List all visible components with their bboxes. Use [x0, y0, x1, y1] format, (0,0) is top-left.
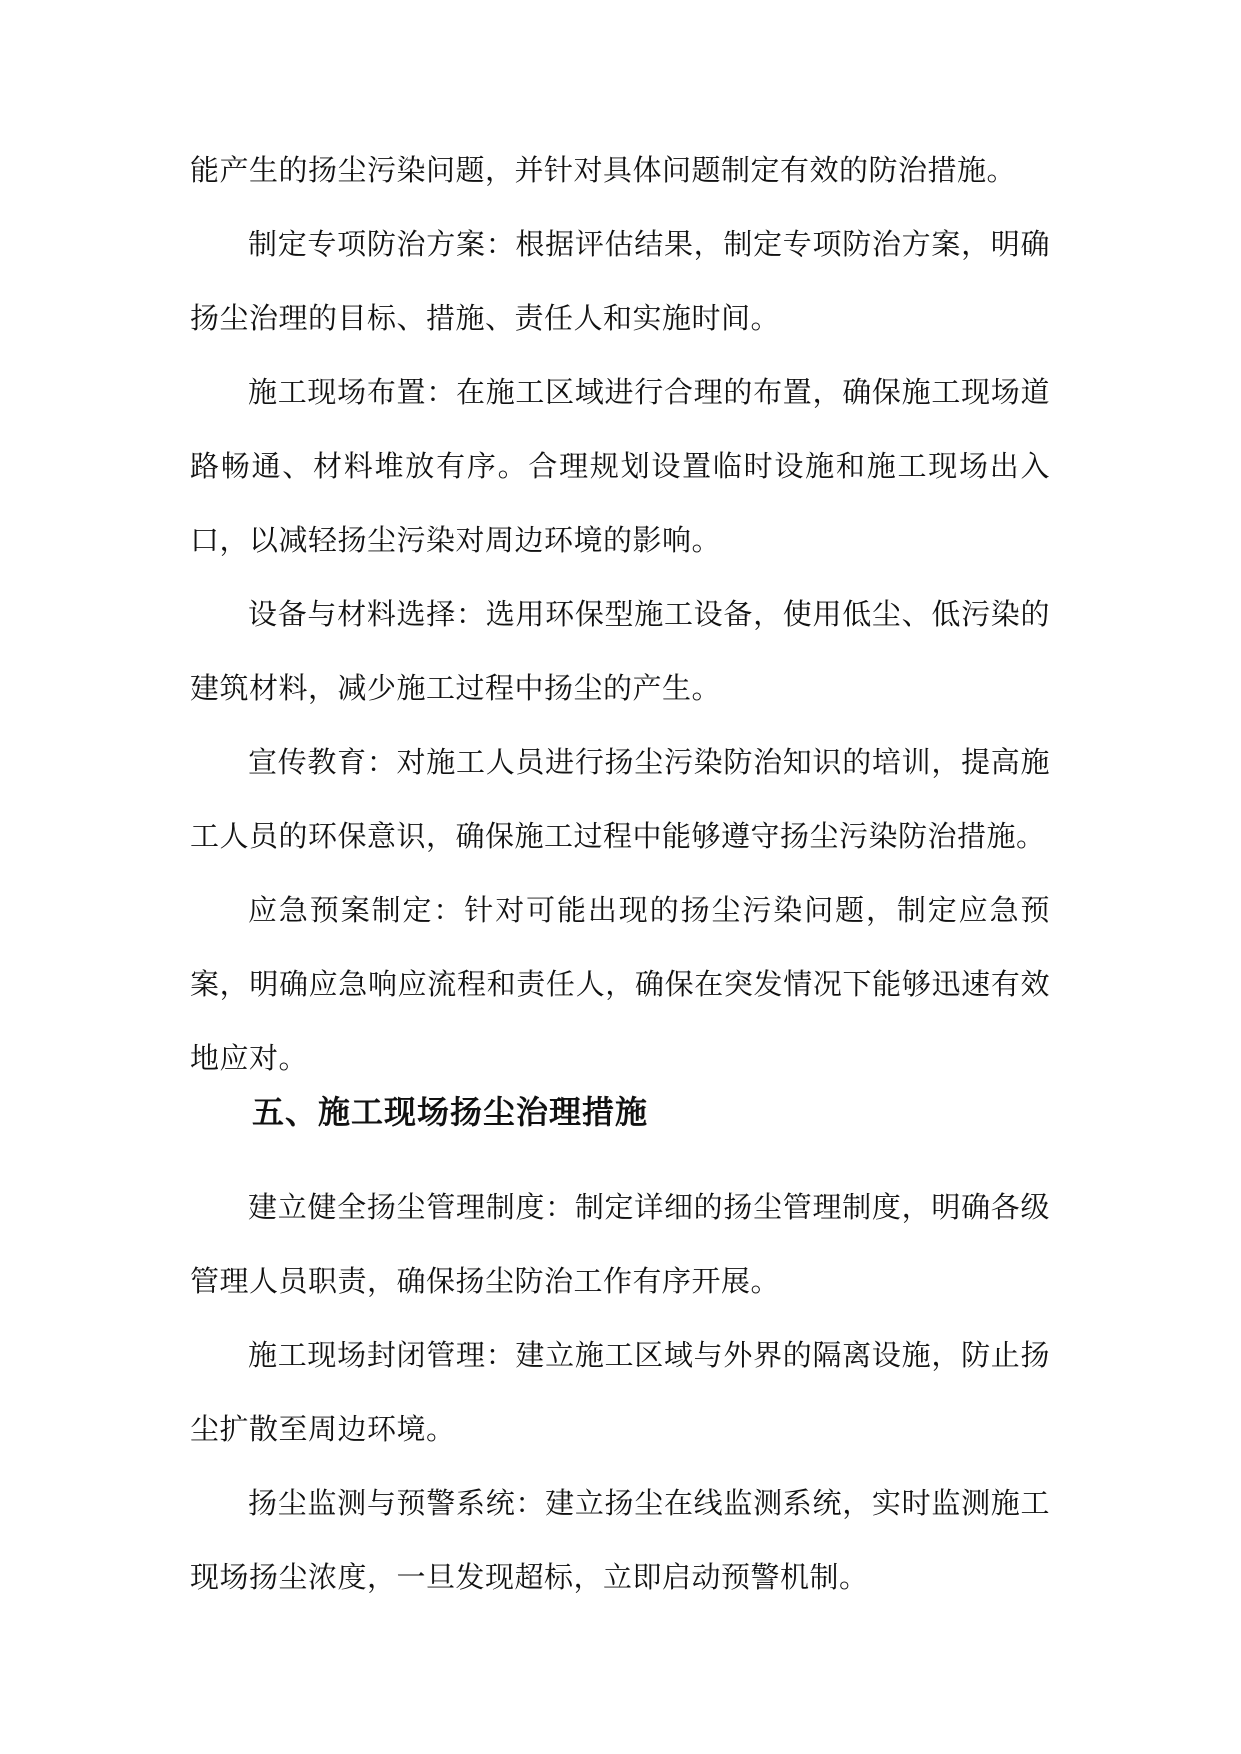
paragraph-management-system: 建立健全扬尘管理制度：制定详细的扬尘管理制度，明确各级管理人员职责，确保扬尘防治工作有序开展。 [190, 1190, 1050, 1298]
paragraph-emergency-plan: 应急预案制定：针对可能出现的扬尘污染问题，制定应急预案，明确应急响应流程和责任人，确保在突发情况下能够迅速有效地应对。 [190, 893, 1050, 1075]
section-heading: 五、施工现场扬尘治理措施 [252, 1093, 649, 1131]
paragraph-special-plan: 制定专项防治方案：根据评估结果，制定专项防治方案，明确扬尘治理的目标、措施、责任人和实施时间。 [190, 227, 1050, 335]
paragraph-equipment-materials: 设备与材料选择：选用环保型施工设备，使用低尘、低污染的建筑材料，减少施工过程中扬尘的产生。 [190, 597, 1050, 705]
paragraph-closed-management: 施工现场封闭管理：建立施工区域与外界的隔离设施，防止扬尘扩散至周边环境。 [190, 1338, 1050, 1446]
paragraph-site-layout: 施工现场布置：在施工区域进行合理的布置，确保施工现场道路畅通、材料堆放有序。合理规划设置临时设施和施工现场出入口，以减轻扬尘污染对周边环境的影响。 [190, 375, 1050, 557]
paragraph-education: 宣传教育：对施工人员进行扬尘污染防治知识的培训，提高施工人员的环保意识，确保施工过程中能够遵守扬尘污染防治措施。 [190, 745, 1050, 853]
paragraph-continuation: 能产生的扬尘污染问题，并针对具体问题制定有效的防治措施。 [190, 153, 1017, 187]
paragraph-monitoring-system: 扬尘监测与预警系统：建立扬尘在线监测系统，实时监测施工现场扬尘浓度，一旦发现超标，立即启动预警机制。 [190, 1486, 1050, 1594]
